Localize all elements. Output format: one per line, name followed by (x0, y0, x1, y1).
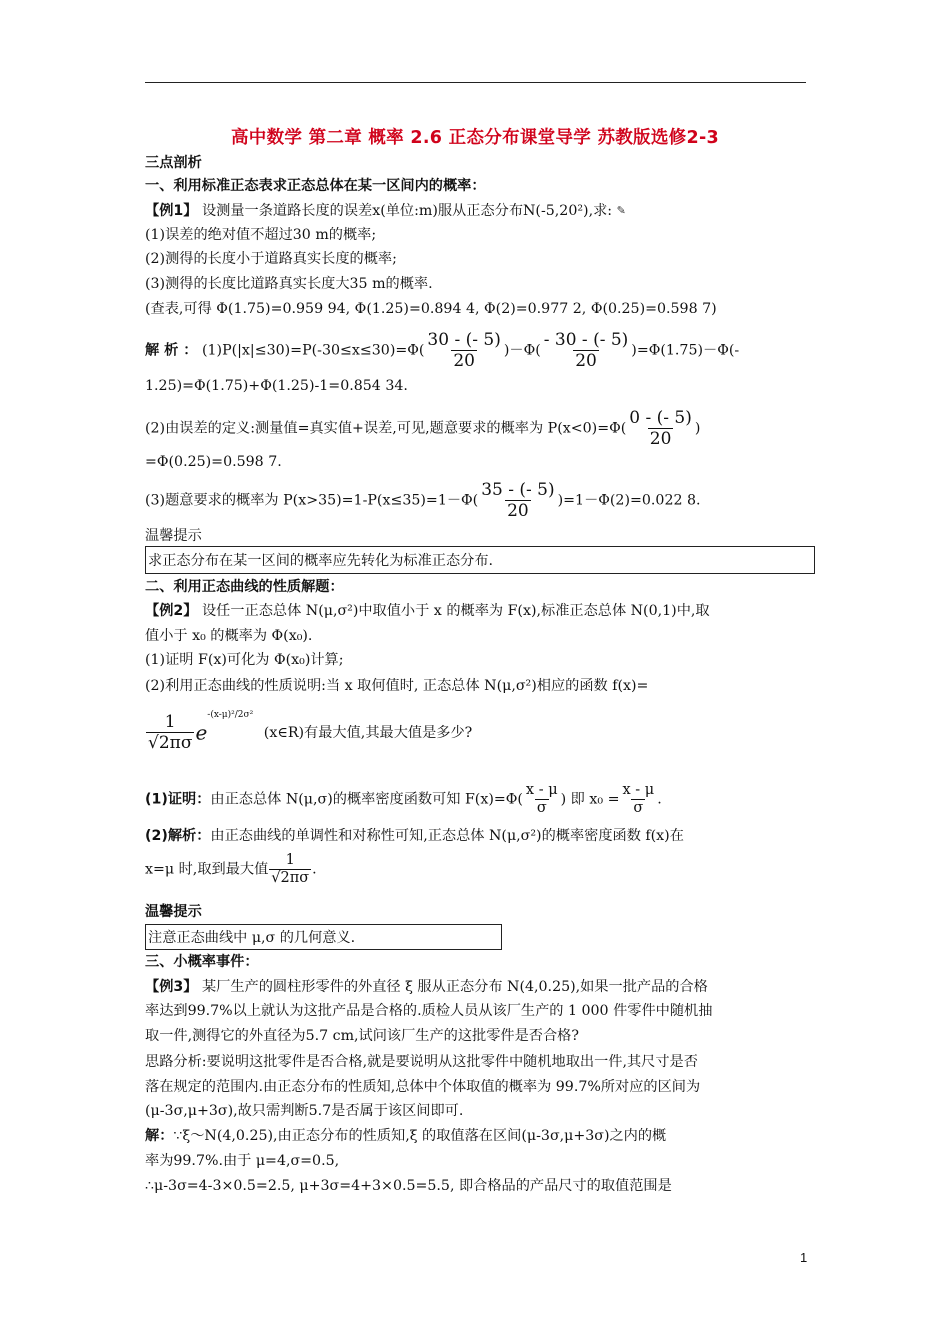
example1-q3: (3)测得的长度比道路真实长度大35 m的概率. (145, 276, 433, 292)
tip1-text: 求正态分布在某一区间的概率应先转化为标准正态分布. (148, 553, 494, 569)
tip2-label: 温馨提示 (145, 904, 202, 920)
document-title: 高中数学 第二章 概率 2.6 正态分布课堂导学 苏教版选修2-3 (231, 128, 719, 148)
example3-text1: 某厂生产的圆柱形零件的外直径 ξ 服从正态分布 N(4,0.25),如果一批产品的合格 (201, 979, 708, 995)
solution2-part-a: (2)由误差的定义:测量值=真实值+误差,可见,题意要求的概率为 P(x<0)=Φ( (145, 420, 627, 437)
solution2-line2: =Φ(0.25)=0.598 7. (145, 454, 282, 470)
fraction-3-numerator: 0 - (- 5) (629, 408, 692, 428)
example2-line1 (145, 601, 710, 621)
example2-text1: 设任一正态总体 N(μ,σ²)中取值小于 x 的概率为 F(x),标准正态总体 N(0,1)中,取 (201, 603, 710, 619)
solution1-label: 解 析 ： (145, 342, 198, 359)
section2-heading: 二、利用正态曲线的性质解题： (145, 579, 344, 595)
max-value-fraction (269, 852, 311, 887)
example2-q1: (1)证明 F(x)可化为 Φ(x₀)计算; (145, 652, 344, 668)
solution3-label: 解： (145, 1128, 174, 1144)
pdf-exponent: -(x-μ)²/2σ² (207, 709, 254, 720)
example3-text3: 取一件,测得它的外直径为5.7 cm,试问该厂生产的这批零件是否合格? (145, 1028, 579, 1044)
proof-text: 由正态总体 N(μ,σ)的概率密度函数可知 F(x)=Φ( (210, 791, 523, 808)
idea-line1: 思路分析:要说明这批零件是否合格,就是要说明从这批零件中随机地取出一件,其尺寸是否 (145, 1054, 698, 1070)
fraction-1-denominator: 20 (453, 351, 475, 371)
example2-q2: (2)利用正态曲线的性质说明:当 x 取何值时, 正态总体 N(μ,σ²)相应的函数 f(x)= (145, 678, 649, 694)
solution3-text2: 率为99.7%.由于 μ=4,σ=0.5, (145, 1153, 340, 1169)
tip1-box (145, 546, 815, 574)
solution3-text3: ∴μ-3σ=4-3×0.5=2.5, μ+3σ=4+3×0.5=5.5, 即合格品的产品尺寸的取值范围是 (145, 1178, 672, 1194)
proof-fraction-2-denominator: σ (633, 800, 644, 816)
idea-line3: (μ-3σ,μ+3σ),故只需判断5.7是否属于该区间即可. (145, 1103, 464, 1119)
example3-tag: 【例3】 (145, 979, 198, 995)
proof-fraction-1 (524, 782, 560, 817)
intro-heading: 三点剖析 (145, 155, 202, 171)
fraction-1 (425, 330, 502, 371)
fraction-4-numerator: 35 - (- 5) (481, 480, 555, 500)
example2-tag: 【例2】 (145, 603, 198, 619)
example3-line1 (145, 977, 708, 997)
header-rule (145, 82, 806, 83)
analysis-text2: x=μ 时,取到最大值 (145, 861, 269, 878)
proof-end: . (657, 791, 662, 808)
solution3-line (145, 480, 701, 521)
max-numerator: 1 (285, 852, 295, 868)
pdf-denominator: √2πσ (148, 733, 193, 753)
section1-heading: 一、利用标准正态表求正态总体在某一区间内的概率： (145, 178, 486, 194)
fraction-3 (627, 408, 694, 449)
solution3-part-a: (3)题意要求的概率为 P(x>35)=1-P(x≤35)=1－Φ( (145, 492, 479, 509)
solution3-part-b: )=1－Φ(2)=0.022 8. (557, 492, 701, 509)
fraction-2 (542, 330, 631, 371)
example1-q1: (1)误差的绝对值不超过30 m的概率; (145, 227, 377, 243)
fraction-1-numerator: 30 - (- 5) (427, 330, 501, 350)
pdf-fraction (146, 712, 194, 753)
analysis-label: (2)解析： (145, 828, 211, 844)
analysis-text: 由正态曲线的单调性和对称性可知,正态总体 N(μ,σ²)的概率密度函数 f(x)在 (210, 828, 684, 844)
proof-line (145, 782, 662, 817)
tip2-text: 注意正态曲线中 μ,σ 的几何意义. (148, 930, 356, 946)
section3-heading: 三、小概率事件： (145, 954, 259, 970)
fraction-3-denominator: 20 (649, 429, 672, 449)
pdf-numerator: 1 (164, 712, 176, 732)
proof-middle: ) 即 x₀ = (560, 791, 620, 808)
proof-fraction-1-denominator: σ (536, 800, 547, 816)
fraction-4 (479, 480, 556, 521)
solution3-text1: ∵ξ～N(4,0.25),由正态分布的性质知,ξ 的取值落在区间(μ-3σ,μ+3σ)之内的概 (173, 1128, 667, 1144)
example1-q2: (2)测得的长度小于道路真实长度的概率; (145, 251, 397, 267)
solution1-part-b: )－Φ( (503, 342, 541, 359)
solution1-line2: 1.25)=Φ(1.75)+Φ(1.25)-1=0.854 34. (145, 378, 408, 394)
solution3-sol-line1 (145, 1126, 666, 1146)
fraction-2-numerator: - 30 - (- 5) (543, 330, 629, 350)
solution1-part-c: )=Φ(1.75)－Φ(- (631, 342, 740, 359)
example3-text2: 率达到99.7%以上就认为这批产品是合格的.质检人员从该厂生产的 1 000 件零件中随机抽 (145, 1003, 713, 1019)
example1-tag: 【例1】 (145, 203, 198, 219)
proof-fraction-1-numerator: x - μ (525, 782, 558, 798)
page-number: 1 (800, 1250, 808, 1265)
fraction-2-denominator: 20 (575, 351, 597, 371)
fraction-4-denominator: 20 (507, 501, 529, 521)
edit-mark-icon: ✎ (616, 204, 626, 217)
solution2-line1: (2)由误差的定义:测量值=真实值+误差,可见,题意要求的概率为 P(x<0)=Φ( $\frac{0 - (- 5)}{20}$ ) (145, 408, 701, 449)
tip2-box (145, 924, 502, 950)
example2-text2: 值小于 x₀ 的概率为 Φ(x₀). (145, 628, 313, 644)
proof-fraction-2-numerator: x - μ (622, 782, 655, 798)
idea-line2: 落在规定的范围内.由正态分布的性质知,总体中个体取值的概率为 99.7%所对应的区间为 (145, 1079, 701, 1095)
example1-line (145, 201, 626, 221)
solution1-line1 (145, 330, 739, 371)
example2-q2-tail: (x∈R)有最大值,其最大值是多少? (263, 724, 473, 741)
proof-fraction-2 (620, 782, 656, 817)
pdf-formula-line: $\frac{1}{√2\pi\sigma}$ $e^{-(x-\mu)^2/2\sigma^2}$ (x∈R)有最大值,其最大值是多少? (148, 709, 473, 753)
example1-text: 设测量一条道路长度的误差x(单位:m)服从正态分布N(-5,20²),求: (201, 203, 613, 219)
proof-label: (1)证明： (145, 791, 211, 808)
analysis-line2: x=μ 时,取到最大值 $\frac{1}{√2\pi\sigma}$ . (145, 852, 317, 886)
tip1-label: 温馨提示 (145, 528, 202, 544)
example1-table-values: (查表,可得 Φ(1.75)=0.959 94, Φ(1.25)=0.894 4, Φ(2)=0.977 2, Φ(0.25)=0.598 7) (145, 301, 717, 317)
max-denominator: √2πσ (271, 870, 310, 886)
analysis-line1 (145, 826, 684, 846)
solution1-part-a: (1)P(|x|≤30)=P(-30≤x≤30)=Φ( (201, 342, 425, 359)
